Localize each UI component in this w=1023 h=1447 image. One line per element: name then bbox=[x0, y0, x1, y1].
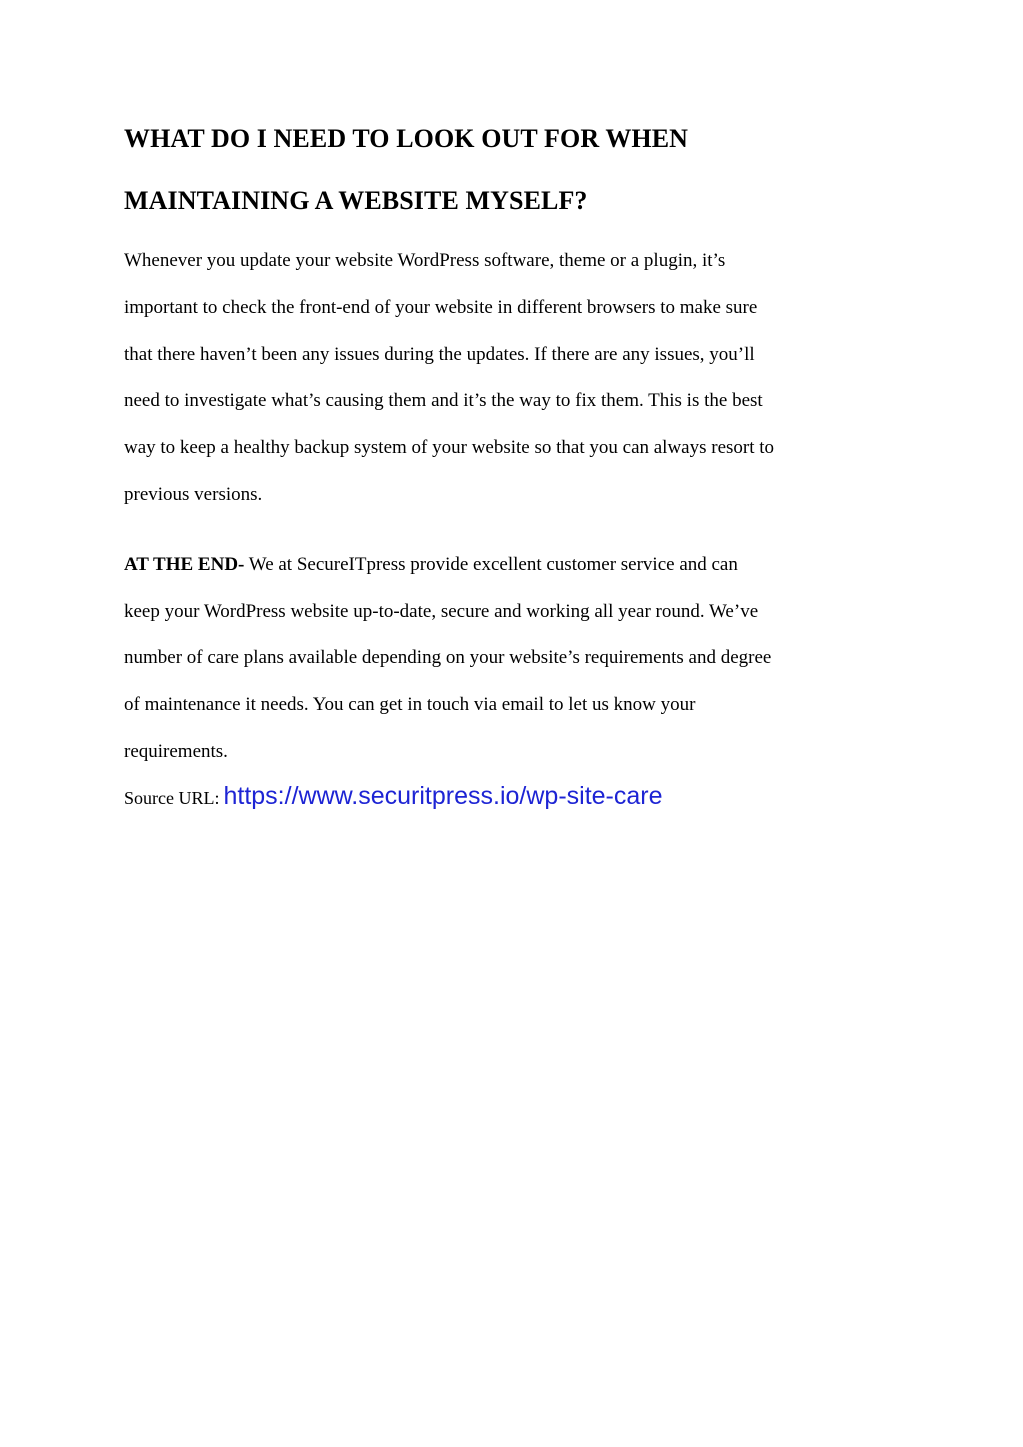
title-line-2: MAINTAINING A WEBSITE MYSELF? bbox=[124, 186, 588, 215]
document-page bbox=[124, 108, 914, 821]
conclusion-line-4: of maintenance it needs. You can get in touch via email to let us know your bbox=[124, 694, 696, 716]
intro-line-1: Whenever you update your website WordPress software, theme or a plugin, it’s bbox=[124, 250, 726, 271]
conclusion-lead: AT THE END- bbox=[124, 553, 245, 575]
intro-paragraph bbox=[124, 238, 914, 519]
conclusion-paragraph bbox=[124, 542, 914, 776]
conclusion-line-2: keep your WordPress website up-to-date, secure and working all year round. We’ve bbox=[124, 600, 759, 622]
title-line-1: WHAT DO I NEED TO LOOK OUT FOR WHEN bbox=[124, 124, 689, 153]
conclusion-line-3: number of care plans available depending on your website’s requirements and degree bbox=[124, 647, 772, 669]
conclusion-line-1 bbox=[124, 542, 914, 589]
source-label: Source URL: bbox=[124, 787, 220, 808]
intro-line-4: need to investigate what’s causing them and it’s the way to fix them. This is the best bbox=[124, 390, 763, 412]
intro-line-6: previous versions. bbox=[124, 483, 263, 505]
intro-line-3: that there haven’t been any issues during the updates. If there are any issues, you’ll bbox=[124, 343, 755, 365]
intro-line-2: important to check the front-end of your website in different browsers to make sure bbox=[124, 296, 758, 318]
conclusion-line-1-text: We at SecureITpress provide excellent customer service and can bbox=[244, 553, 738, 575]
page-title bbox=[124, 108, 914, 232]
source-line bbox=[124, 773, 914, 821]
source-url-link[interactable]: https://www.securitpress.io/wp-site-care bbox=[223, 781, 663, 810]
conclusion-line-5: requirements. bbox=[124, 740, 228, 762]
intro-line-5: way to keep a healthy backup system of your website so that you can always resort to bbox=[124, 437, 775, 459]
